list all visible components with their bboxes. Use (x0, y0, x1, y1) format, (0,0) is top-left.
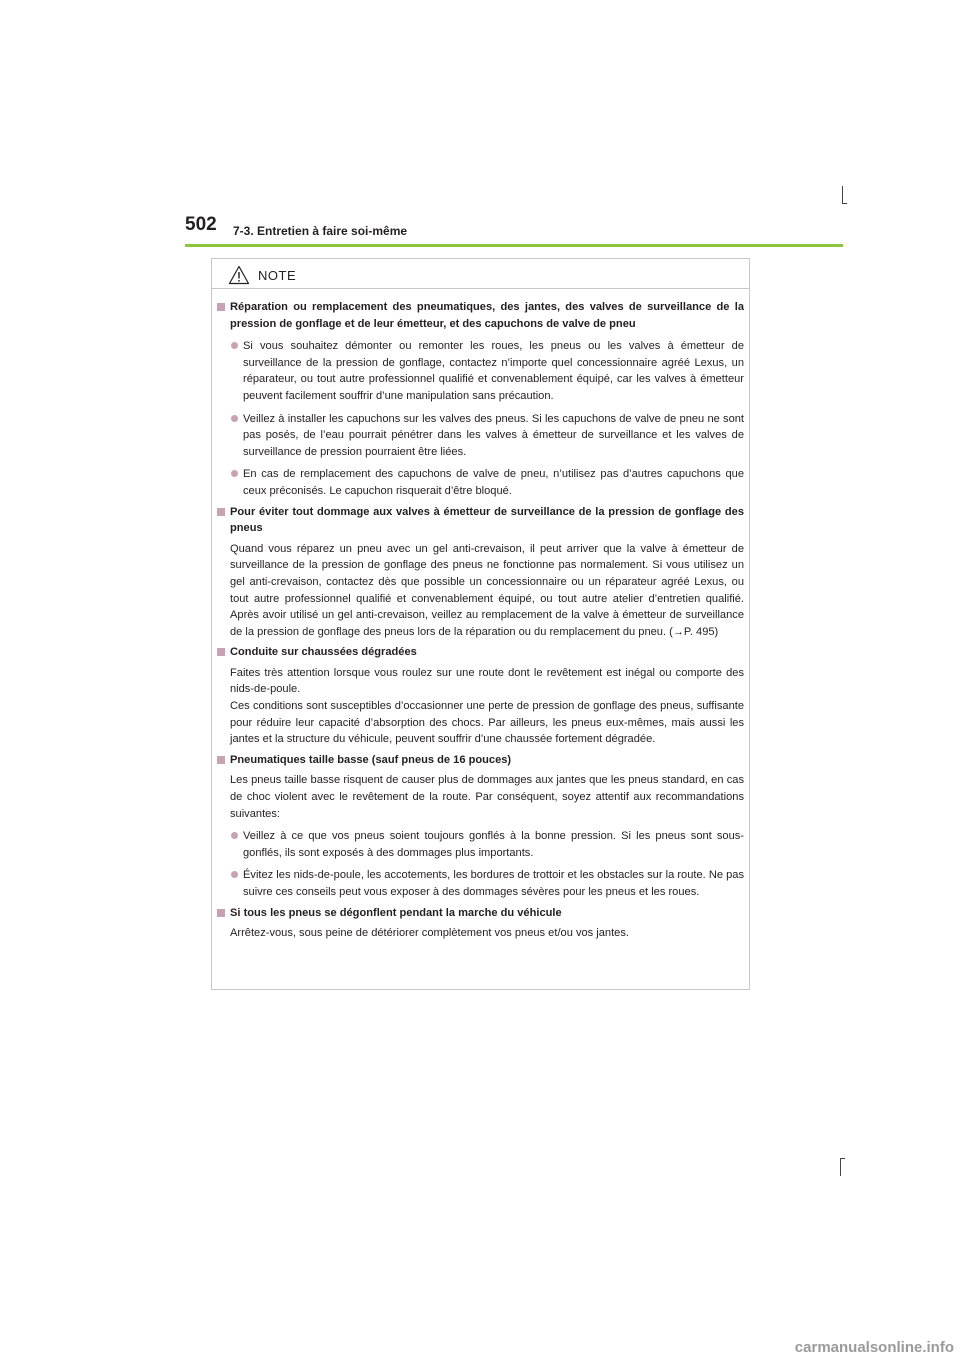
square-bullet-icon (217, 508, 225, 516)
note-section-title (217, 504, 744, 537)
note-section (217, 504, 744, 641)
note-section (217, 905, 744, 942)
square-bullet-icon (217, 756, 225, 764)
note-section-title (217, 299, 744, 332)
round-bullet-icon (231, 871, 238, 878)
note-bullet-text: Veillez à installer les capuchons sur les valves des pneus. Si les capuchons de valve de pneu ne sont pas posés, de l’eau pourrait pénétrer dans les valves à émetteur de surveillance et les valves de surveillance de pression pourraient être liées. (243, 412, 744, 458)
round-bullet-icon (231, 415, 238, 422)
note-section (217, 299, 744, 500)
watermark: carmanualsonline.info (794, 1339, 954, 1356)
note-section-title-text: Pour éviter tout dommage aux valves à émetteur de surveillance de la pression de gonflage des pneus (230, 505, 744, 535)
round-bullet-icon (231, 470, 238, 477)
crop-mark-top (842, 186, 843, 204)
note-body (217, 299, 744, 946)
warning-triangle-icon (228, 265, 250, 285)
note-section-title (217, 905, 744, 922)
note-bullet (217, 411, 744, 461)
note-section-title (217, 644, 744, 661)
square-bullet-icon (217, 303, 225, 311)
note-section-title-text: Conduite sur chaussées dégradées (230, 646, 417, 659)
note-label: NOTE (258, 268, 297, 283)
square-bullet-icon (217, 909, 225, 917)
note-bullet-text: En cas de remplacement des capuchons de valve de pneu, n’utilisez pas d’autres capuchons que ceux préconisés. Le capuchon risquerait d’être bloqué. (243, 468, 744, 497)
crop-mark-bottom (840, 1158, 841, 1176)
note-section (217, 644, 744, 748)
note-bullet-text: Évitez les nids-de-poule, les accotements, les bordures de trottoir et les obstacles sur la route. Ne pas suivre ces conseils peut vous exposer à des dommages sévères pour les pneus et les roues. (243, 869, 744, 898)
section-title: 7-3. Entretien à faire soi-même (233, 224, 408, 238)
note-bullet-text: Si vous souhaitez démonter ou remonter les roues, les pneus ou les valves à émetteur de surveillance de la pression de gonflage, contactez n’importe quel concessionnaire agréé Lexus, un réparateur, ou tout autre professionnel qualifié et convenablement équipé, car les valves à émetteur peuvent facilement souffrir d’une manipulation sans précaution. (243, 340, 744, 402)
page-number: 502 (185, 214, 217, 235)
note-bullet (217, 867, 744, 900)
note-section-title-text: Réparation ou remplacement des pneumatiques, des jantes, des valves de surveillance de la pression de gonflage et de leur émetteur, et des capuchons de valve de pneu (230, 301, 744, 330)
note-divider (212, 288, 749, 289)
header-rule (185, 244, 843, 247)
note-paragraph: Quand vous réparez un pneu avec un gel anti-crevaison, il peut arriver que la valve à émetteur de surveillance de la pression de gonflage des pneus ne fonctionne pas normalement. Si vous utilisez un gel anti-crevaison, contactez dès que possible un concessionnaire ou un réparateur agréé Lexus, ou tout autre professionnel qualifié et convenablement équipé, ou tout autre atelier d’entretien qualifié. Après avoir utilisé un gel anti-crevaison, veillez au remplacement de la valve à émetteur de surveillance de la pression de gonflage des pneus lors de la réparation ou du remplacement du pneu. (→P. 495) (230, 542, 744, 638)
note-paragraph: Arrêtez-vous, sous peine de détériorer complètement vos pneus et/ou vos jantes. (230, 927, 629, 940)
note-bullet (217, 338, 744, 404)
note-section-title (217, 752, 744, 769)
square-bullet-icon (217, 648, 225, 656)
page-header (185, 212, 843, 248)
note-bullet (217, 466, 744, 499)
note-section-title-text: Pneumatiques taille basse (sauf pneus de 16 pouces) (230, 753, 512, 766)
round-bullet-icon (231, 342, 238, 349)
round-bullet-icon (231, 832, 238, 839)
note-bullet-text: Veillez à ce que vos pneus soient toujours gonflés à la bonne pression. Si les pneus sont sous-gonflés, ils sont exposés à des dommages plus importants. (243, 830, 744, 859)
note-bullet (217, 828, 744, 861)
note-paragraph: Ces conditions sont susceptibles d’occasionner une perte de pression de gonflage des pneus, suffisante pour réduire leur capacité d’absorption des chocs. Par ailleurs, les pneus eux-mêmes, mais aussi les jantes et la structure du véhicule, peuvent souffrir d’une chaussée fortement dégradée. (230, 700, 744, 746)
note-section (217, 752, 744, 901)
note-section-title-text: Si tous les pneus se dégonflent pendant la marche du véhicule (230, 906, 562, 919)
note-paragraph: Faites très attention lorsque vous roulez sur une route dont le revêtement est inégal ou comporte des nids-de-poule. (230, 666, 744, 696)
note-paragraph: Les pneus taille basse risquent de causer plus de dommages aux jantes que les pneus standard, en cas de choc violent avec le revêtement de la route. Par conséquent, soyez attentif aux recommandations suivantes: (230, 774, 744, 820)
note-box (211, 258, 750, 990)
